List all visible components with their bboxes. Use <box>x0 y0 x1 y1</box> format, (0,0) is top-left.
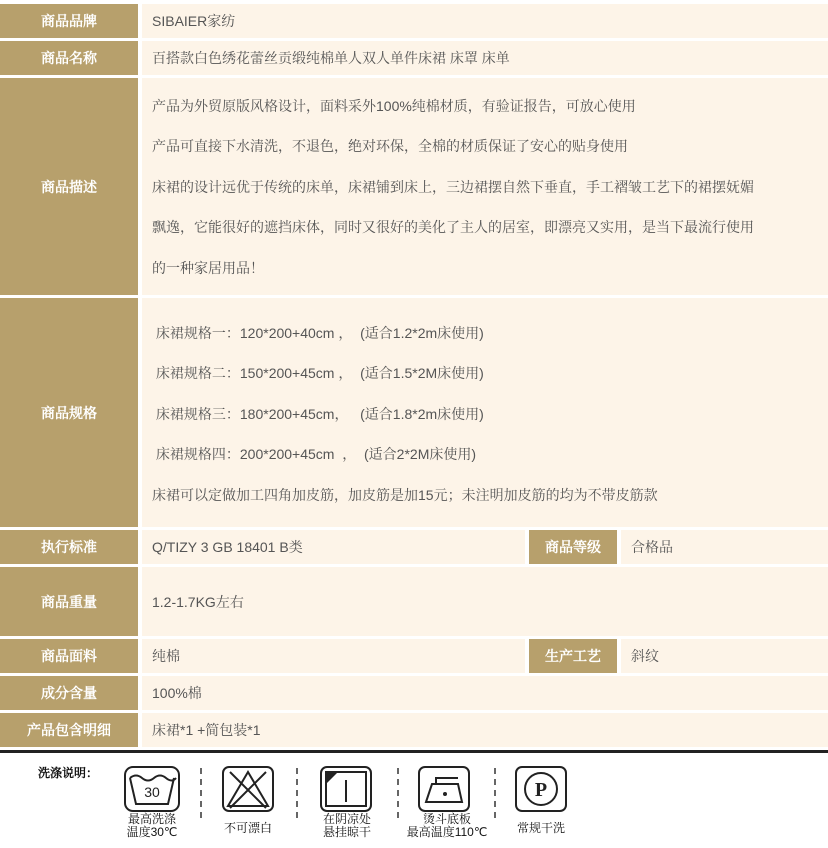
process-value: 斜纹 <box>631 648 659 664</box>
dry-clean-caption: 常规干洗 <box>516 821 565 835</box>
separator <box>200 768 202 818</box>
wash-30-icon <box>124 766 180 817</box>
wash-caption-line2: 温度30℃ <box>126 825 178 839</box>
brand-value-cell <box>142 4 828 38</box>
grade-label: 商品等级 <box>529 530 617 564</box>
spec-line: 床裙可以定做加工四角加皮筋，加皮筋是加15元；未注明加皮筋的均为不带皮筋款 <box>152 487 658 503</box>
spec-label: 商品规格 <box>0 298 138 527</box>
content-value: 100%棉 <box>152 685 202 701</box>
spec-line: 床裙规格四：200*200+45cm ， (适合2*2M床使用) <box>152 446 477 462</box>
line-dry-shade-icon <box>320 766 372 817</box>
iron-low-icon <box>418 766 470 817</box>
row-description <box>0 78 828 295</box>
row-content <box>0 676 828 710</box>
separator <box>296 768 298 818</box>
description-line: 产品为外贸原版风格设计，面料采外100%纯棉材质，有验证报告，可放心使用 <box>152 98 636 114</box>
row-weight <box>0 567 828 636</box>
weight-value: 1.2-1.7KG左右 <box>152 593 244 610</box>
iron-caption-line2: 最高温度110℃ <box>406 825 488 839</box>
process-label: 生产工艺 <box>529 639 617 673</box>
wash-caption <box>97 813 207 839</box>
name-value-cell <box>142 41 828 75</box>
grade-value: 合格品 <box>631 539 673 555</box>
wash-caption-line1: 最高洗涤 <box>127 812 176 826</box>
weight-label: 商品重量 <box>0 567 138 636</box>
content-value-cell <box>142 676 828 710</box>
package-value: 床裙*1 +简包装*1 <box>152 722 261 738</box>
no-bleach-icon <box>222 766 274 817</box>
line-dry-caption-line1: 在阴凉处 <box>322 812 371 826</box>
row-fabric <box>0 639 828 673</box>
spec-line: 床裙规格二：150*200+45cm ， (适合1.5*2M床使用) <box>152 365 484 381</box>
separator <box>397 768 399 818</box>
row-name <box>0 41 828 75</box>
no-bleach-caption: 不可漂白 <box>223 821 272 835</box>
process-value-cell <box>621 639 828 673</box>
description-label: 商品描述 <box>0 78 138 295</box>
professional-dry-clean-icon <box>515 766 567 817</box>
description-line: 飘逸，它能很好的遮挡床体，同时又很好的美化了主人的居室，即漂亮又实用，是当下最流行使用 <box>152 219 754 235</box>
spec-line: 床裙规格三：180*200+45cm， (适合1.8*2m床使用) <box>152 406 484 422</box>
standard-label: 执行标准 <box>0 530 138 564</box>
brand-value: SIBAIER家纺 <box>152 13 236 29</box>
description-line: 床裙的设计远优于传统的床单，床裙铺到床上，三边裙摆自然下垂直，手工褶皱工艺下的裙摆妩媚 <box>152 179 754 195</box>
brand-label: 商品品牌 <box>0 4 138 38</box>
line-dry-caption <box>292 813 402 839</box>
description-value-cell <box>142 78 828 295</box>
wash-temp-text: 30 <box>144 784 160 800</box>
row-spec <box>0 298 828 527</box>
name-label: 商品名称 <box>0 41 138 75</box>
fabric-value-cell <box>142 639 525 673</box>
description-line: 产品可直接下水清洗，不退色，绝对环保，全棉的材质保证了安心的贴身使用 <box>152 138 628 154</box>
wash-title: 洗涤说明： <box>38 766 99 780</box>
fabric-label: 商品面料 <box>0 639 138 673</box>
package-value-cell <box>142 713 828 747</box>
divider <box>0 750 828 753</box>
spec-value-cell <box>142 298 828 527</box>
row-standard <box>0 530 828 564</box>
description-line: 的一种家居用品！ <box>152 260 264 276</box>
row-brand <box>0 4 828 38</box>
separator <box>494 768 496 818</box>
dry-clean-letter: P <box>534 779 548 801</box>
standard-value-cell <box>142 530 525 564</box>
content-label: 成分含量 <box>0 676 138 710</box>
weight-value-cell <box>142 567 828 636</box>
iron-caption-line1: 烫斗底板 <box>422 812 471 826</box>
grade-value-cell <box>621 530 828 564</box>
standard-value: Q/TIZY 3 GB 18401 B类 <box>152 539 303 555</box>
package-label: 产品包含明细 <box>0 713 138 747</box>
name-value: 百搭款白色绣花蕾丝贡缎纯棉单人双人单件床裙 床罩 床单 <box>152 50 510 66</box>
spec-line: 床裙规格一：120*200+40cm ， (适合1.2*2m床使用) <box>152 325 484 341</box>
line-dry-caption-line2: 悬挂晾干 <box>322 825 371 839</box>
fabric-value: 纯棉 <box>152 648 180 664</box>
row-package <box>0 713 828 747</box>
